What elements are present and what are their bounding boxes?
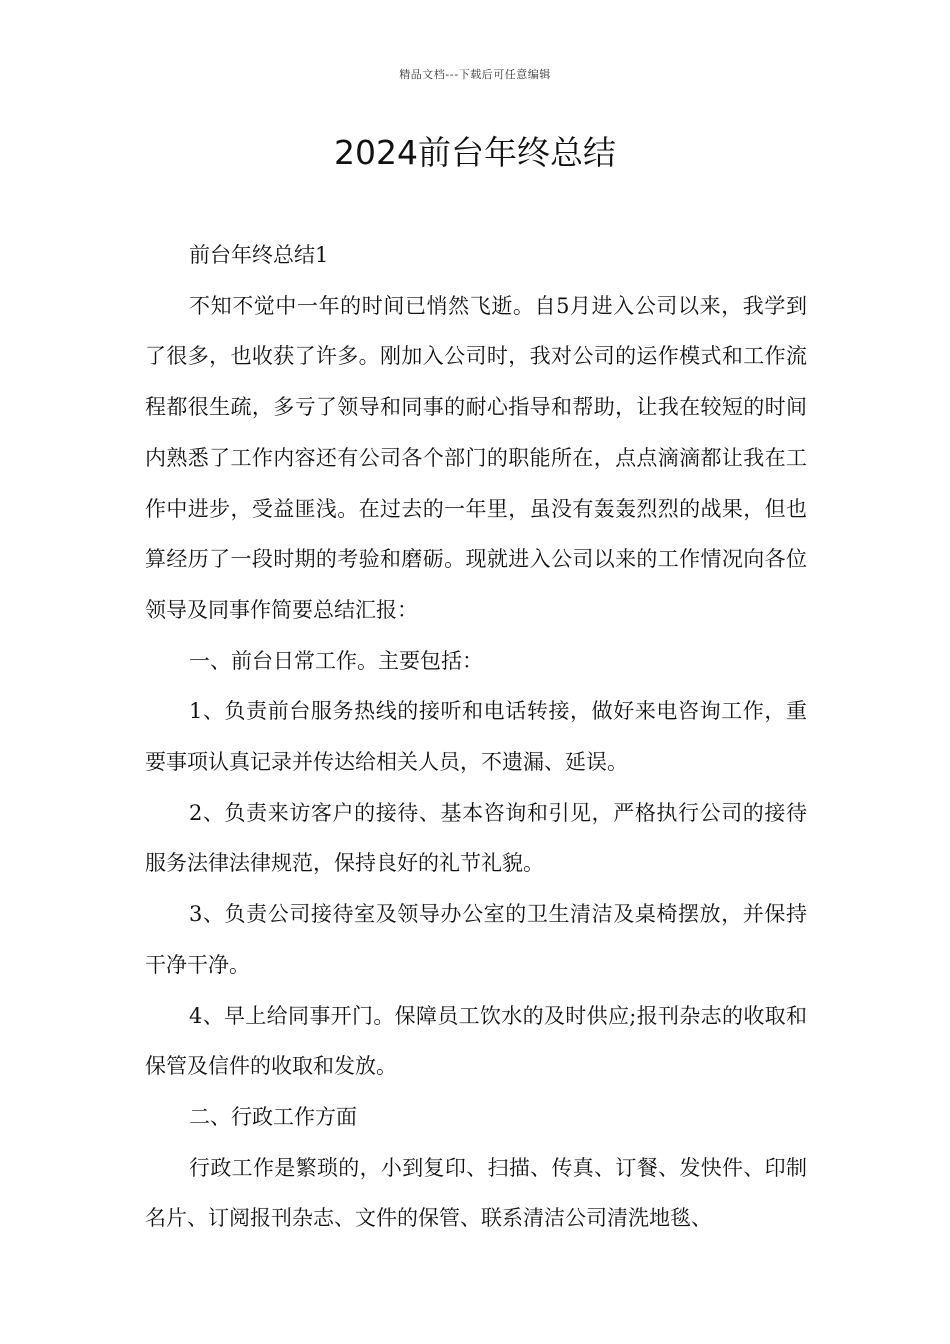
subsection-heading: 二、行政工作方面: [189, 1104, 357, 1129]
subsection-heading: 一、前台日常工作。主要包括：: [189, 648, 483, 673]
list-item: 1、负责前台服务热线的接听和电话转接，做好来电咨询工作，重要事项认真记录并传达给相关人员，不遗漏、延误。: [145, 699, 807, 775]
document-body: [145, 230, 807, 1244]
list-item: 2、负责来访客户的接待、基本咨询和引见，严格执行公司的接待服务法律法律规范，保持良好的礼节礼貌。: [145, 800, 807, 876]
list-item: 3、负责公司接待室及领导办公室的卫生清洁及桌椅摆放，并保持干净干净。: [145, 902, 807, 977]
document-title: 2024前台年终总结: [334, 133, 616, 172]
body-paragraph: 行政工作是繁琐的，小到复印、扫描、传真、订餐、发快件、印制名片、订阅报刊杂志、文件的保管、联系清洁公司清洗地毯、: [145, 1155, 807, 1231]
body-paragraph: 不知不觉中一年的时间已悄然飞逝。自5月进入公司以来，我学到了很多，也收获了许多。刚加入公司时，我对公司的运作模式和工作流程都很生疏，多亏了领导和同事的耐心指导和帮助，让我在较短的时间内熟悉了工作内容还有公司各个部门的职能所在，点点滴滴都让我在工作中进步，受益匪浅。在过去的一年里，虽没有轰轰烈烈的战果，但也算经历了一段时期的考验和磨砺。现就进入公司以来的工作情况向各位领导及同事作简要总结汇报：: [145, 293, 807, 622]
header-note: 精品文档---下载后可任意编辑: [399, 68, 551, 81]
section-heading: 前台年终总结1: [189, 243, 329, 267]
list-item: 4、早上给同事开门。保障员工饮水的及时供应;报刊杂志的收取和保管及信件的收取和发放。: [145, 1003, 807, 1079]
